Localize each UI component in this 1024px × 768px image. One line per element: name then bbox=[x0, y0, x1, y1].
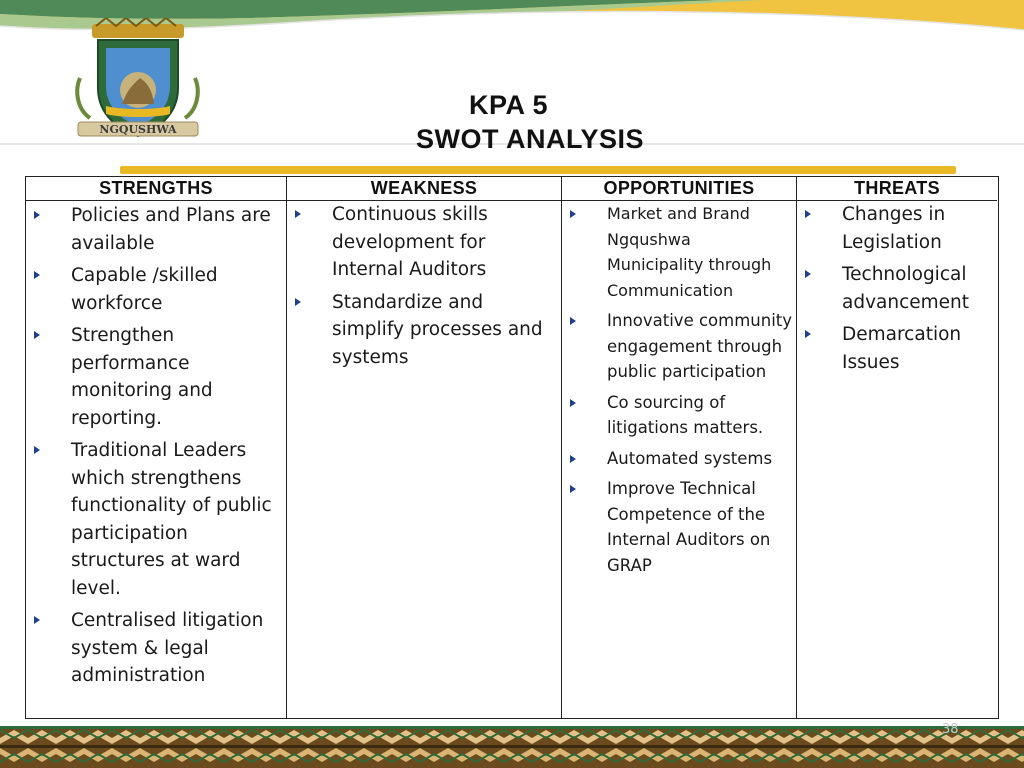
list-item bbox=[562, 390, 796, 441]
list-item-text: Policies and Plans are available bbox=[71, 205, 271, 254]
opportunities-list bbox=[562, 201, 796, 578]
list-item bbox=[26, 607, 286, 690]
strengths-column bbox=[26, 177, 286, 718]
list-item bbox=[26, 437, 286, 602]
bullet-arrow-icon bbox=[295, 210, 301, 218]
list-item-text: Improve Technical Competence of the Internal Auditors on GRAP bbox=[607, 479, 771, 575]
threats-heading: THREATS bbox=[797, 177, 997, 201]
list-item bbox=[562, 476, 796, 578]
list-item-text: Demarcation Issues bbox=[842, 324, 962, 373]
strengths-list bbox=[26, 201, 286, 690]
threats-list bbox=[797, 201, 997, 376]
list-item bbox=[26, 322, 286, 432]
list-item-text: Continuous skills development for Internal Auditors bbox=[332, 204, 488, 280]
bullet-arrow-icon bbox=[34, 331, 40, 339]
bullet-arrow-icon bbox=[805, 330, 811, 338]
list-item-text: Centralised litigation system & legal administration bbox=[71, 610, 264, 686]
weakness-list bbox=[287, 201, 561, 371]
bullet-arrow-icon bbox=[34, 271, 40, 279]
page-title-swot: SWOT ANALYSIS bbox=[416, 124, 645, 154]
municipal-crest-logo bbox=[70, 18, 205, 148]
list-item bbox=[797, 261, 997, 316]
swot-table bbox=[25, 176, 999, 719]
bullet-arrow-icon bbox=[34, 616, 40, 624]
list-item-text: Automated systems bbox=[607, 448, 773, 468]
crest-scroll-text: NGQUSHWA bbox=[99, 123, 177, 136]
list-item bbox=[287, 289, 561, 372]
weakness-column bbox=[286, 177, 561, 718]
list-item-text: Market and Brand Ngqushwa Municipality through Communication bbox=[607, 204, 772, 300]
list-item-text: Strengthen performance monitoring and reporting. bbox=[71, 325, 213, 429]
page-number: 38 bbox=[942, 722, 959, 737]
bullet-arrow-icon bbox=[805, 210, 811, 218]
bullet-arrow-icon bbox=[805, 270, 811, 278]
weakness-heading: WEAKNESS bbox=[287, 177, 561, 201]
list-item bbox=[562, 308, 796, 385]
bullet-arrow-icon bbox=[570, 317, 576, 325]
list-item bbox=[562, 446, 796, 472]
footer-woven-pattern bbox=[0, 726, 1024, 768]
bullet-arrow-icon bbox=[570, 399, 576, 407]
bullet-arrow-icon bbox=[570, 485, 576, 493]
list-item bbox=[797, 321, 997, 376]
bullet-arrow-icon bbox=[570, 455, 576, 463]
list-item bbox=[797, 201, 997, 256]
list-item bbox=[562, 201, 796, 303]
bullet-arrow-icon bbox=[570, 210, 576, 218]
list-item-text: Co sourcing of litigations matters. bbox=[607, 392, 764, 437]
strengths-heading: STRENGTHS bbox=[26, 177, 286, 201]
list-item-text: Standardize and simplify processes and systems bbox=[332, 291, 543, 368]
list-item bbox=[26, 202, 286, 257]
opportunities-column bbox=[561, 177, 796, 718]
list-item-text: Capable /skilled workforce bbox=[71, 265, 218, 314]
opportunities-heading: OPPORTUNITIES bbox=[562, 177, 796, 201]
list-item bbox=[26, 262, 286, 317]
list-item-text: Traditional Leaders which strengthens functionality of public participation structures at ward level. bbox=[71, 440, 272, 599]
list-item-text: Technological advancement bbox=[842, 264, 970, 313]
list-item bbox=[287, 201, 561, 284]
bullet-arrow-icon bbox=[34, 211, 40, 219]
gold-divider-rule bbox=[120, 166, 956, 174]
list-item-text: Changes in Legislation bbox=[842, 204, 946, 253]
threats-column bbox=[796, 177, 997, 718]
list-item-text: Innovative community engagement through public participation bbox=[607, 311, 793, 381]
bullet-arrow-icon bbox=[34, 446, 40, 454]
bullet-arrow-icon bbox=[295, 298, 301, 306]
page-title-kpa: KPA 5 bbox=[469, 90, 549, 120]
